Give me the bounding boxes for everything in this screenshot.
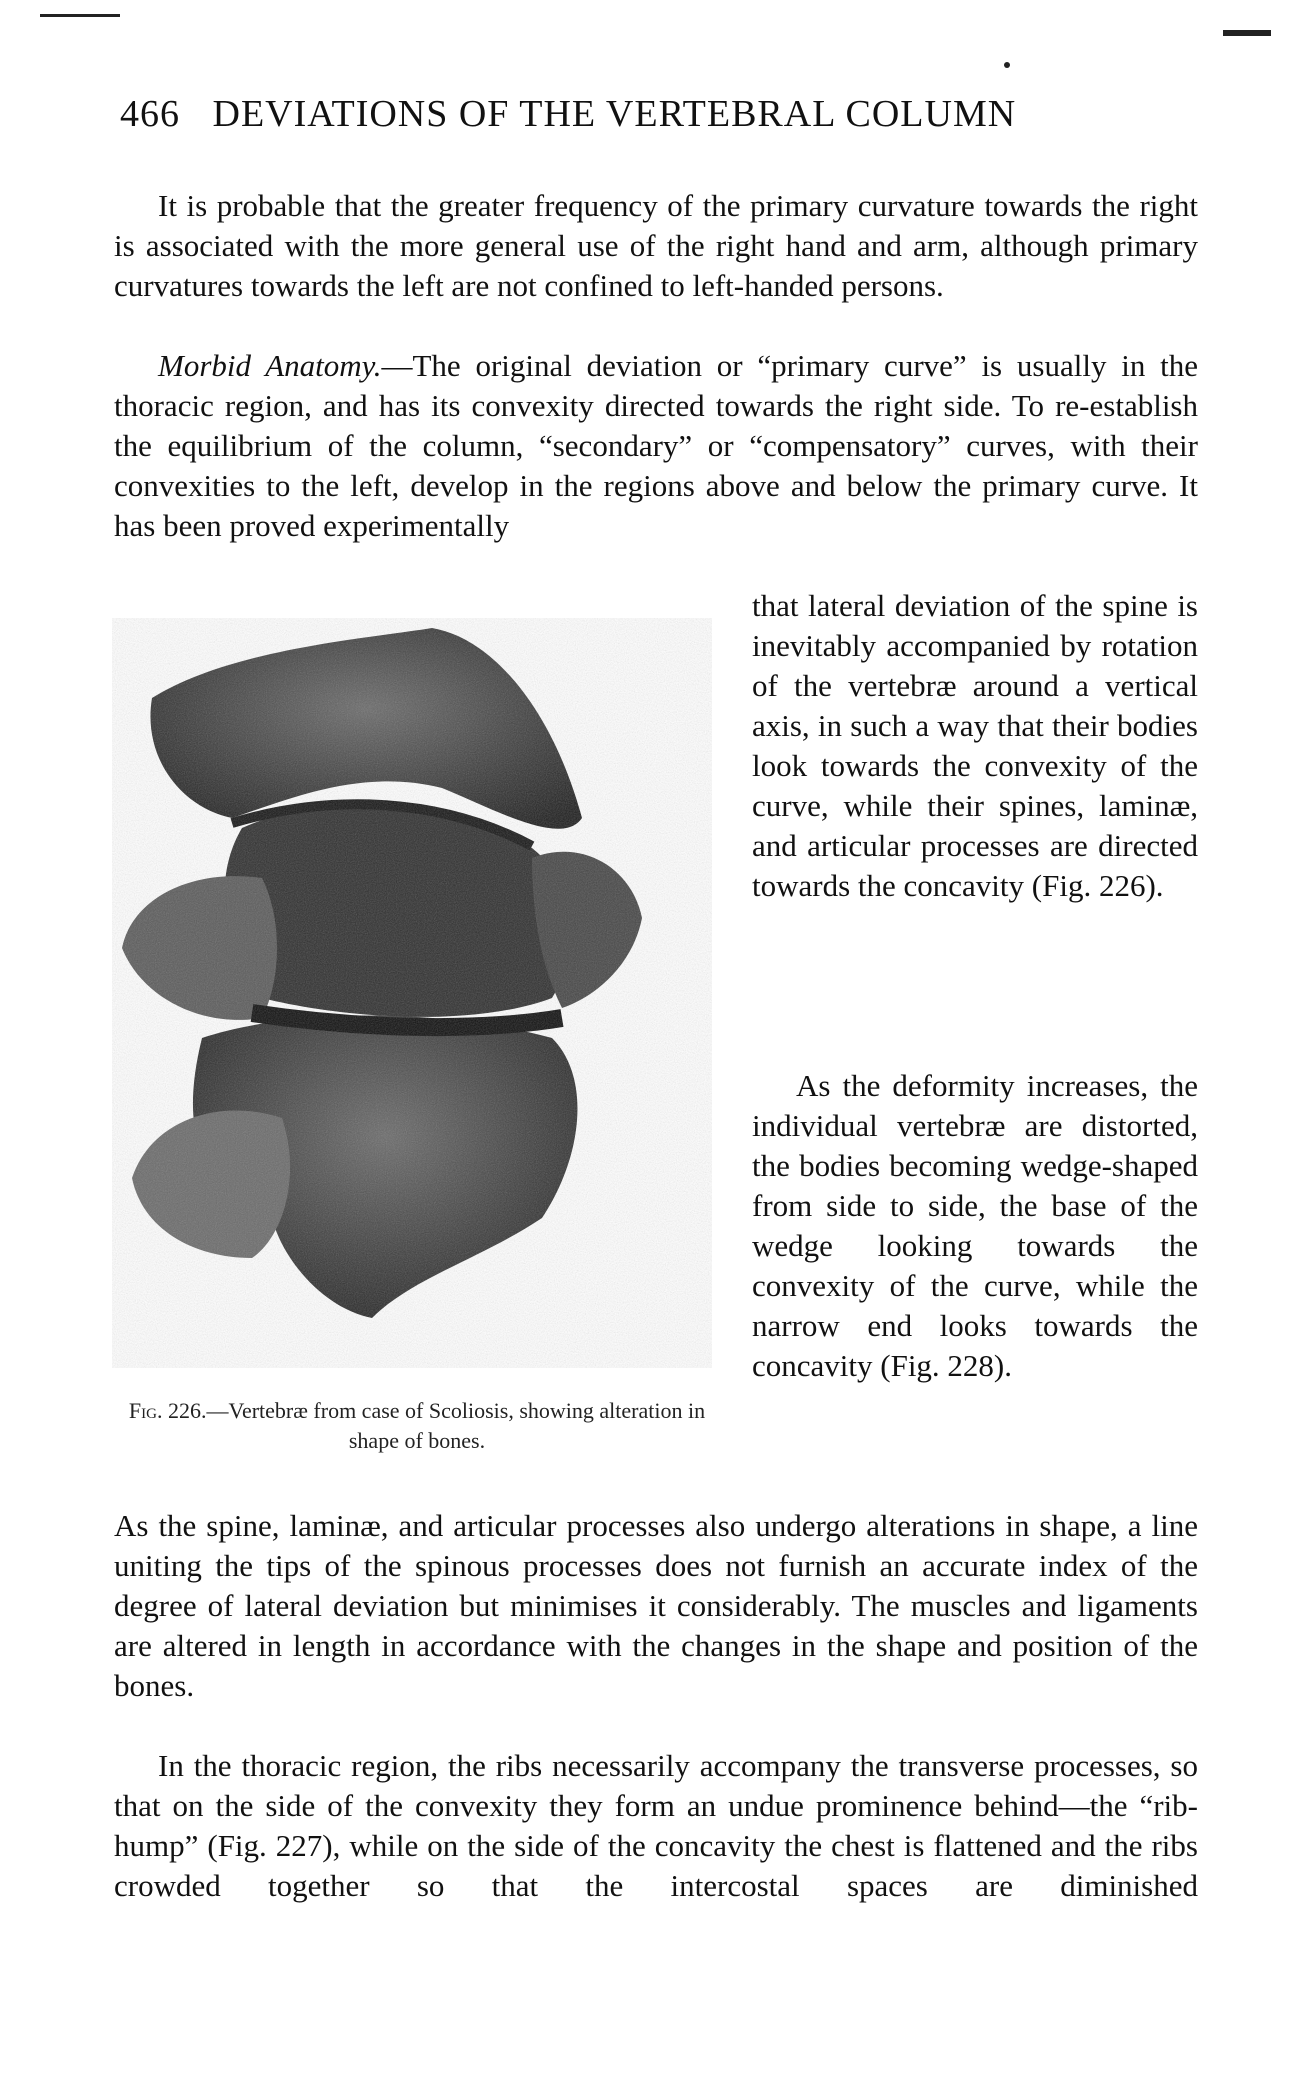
column-paragraph-b-text: As the deformity increases, the individual vertebræ are distorted, the bodies becoming wedge-shaped from side to side, the base of the wedge looking towards the convexity of the curve, while the narrow end looks towards the concavity (Fig. 228). (752, 1068, 1198, 1383)
column-paragraph-b (752, 1066, 1198, 1386)
paragraph-1-text: It is probable that the greater frequency of the primary curvature towards the right is associated with the more general use of the right hand and arm, although primary curvatures towards the left are not confined to left-handed persons. (114, 188, 1198, 303)
scan-mark-left (40, 14, 120, 17)
figure-226 (112, 618, 712, 1408)
page-number: 466 (120, 93, 180, 135)
column-paragraph-a-text: that lateral deviation of the spine is inevitably accompanied by rotation of the vertebræ around a vertical axis, in such a way that their bodies look towards the convexity of the curve, while their spines, laminæ, and articular processes are directed towards the concavity (Fig. 226). (752, 588, 1198, 903)
running-head (120, 92, 1198, 136)
vertebrae-illustration (112, 618, 712, 1368)
figure-caption (112, 1396, 722, 1456)
scan-dot (1004, 62, 1010, 68)
column-paragraph-a (752, 586, 1198, 906)
paragraph-4-text: In the thoracic region, the ribs necessarily accompany the transverse processes, so that on the side of the convexity they form an undue prominence behind—the “rib-hump” (Fig. 227), while on the side of the concavity the chest is flattened and the ribs crowded together so that the intercostal spaces are diminished (114, 1748, 1198, 1903)
paragraph-4 (114, 1746, 1198, 1906)
figure-label: Fig. 226. (128, 1398, 207, 1423)
chapter-title: DEVIATIONS OF THE VERTEBRAL COLUMN (212, 93, 1017, 135)
section-heading: Morbid Anatomy. (158, 348, 382, 383)
paragraph-2-text: —The original deviation or “primary curve” is usually in the thoracic region, and has its convexity directed towards the right side. To re-establish the equilibrium of the column, “secondary” or “compensatory” curves, with their convexities to the left, develop in the regions above and below the primary curve. It has been proved experimentally (114, 348, 1198, 543)
paragraph-3 (114, 1506, 1198, 1706)
paragraph-3-text: As the spine, laminæ, and articular processes also undergo alterations in shape, a line uniting the tips of the spinous processes does not furnish an accurate index of the degree of lateral deviation but minimises it considerably. The muscles and ligaments are altered in length in accordance with the changes in the shape and position of the bones. (114, 1508, 1198, 1703)
scan-mark-right (1223, 30, 1271, 36)
figure-caption-text: —Vertebræ from case of Scoliosis, showing alteration in shape of bones. (206, 1398, 706, 1453)
paragraph-1 (114, 186, 1198, 306)
paragraph-2 (114, 346, 1198, 546)
